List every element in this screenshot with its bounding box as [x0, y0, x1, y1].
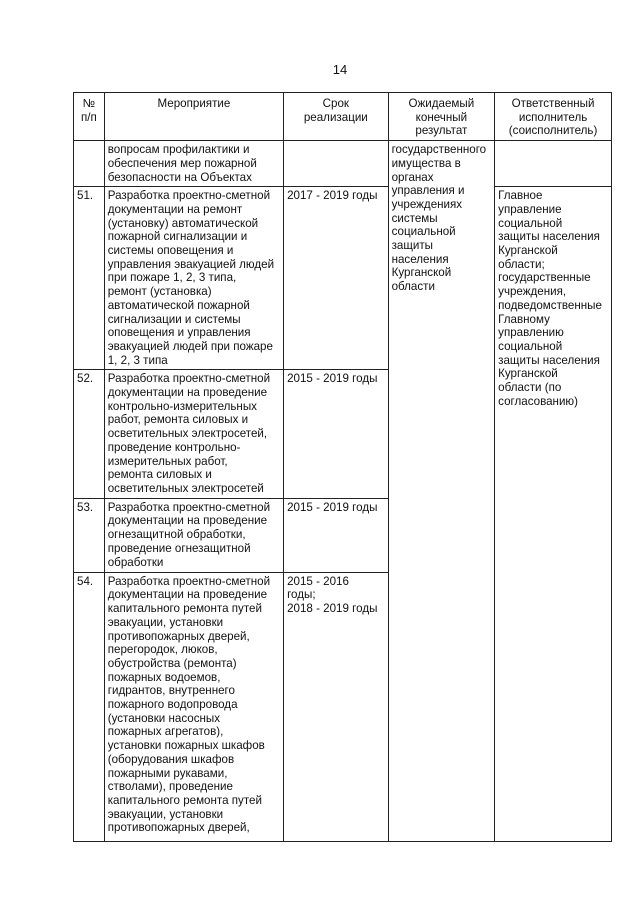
header-number: № п/п	[74, 93, 105, 141]
row-action: Разработка проектно-сметной документации на проведение контрольно-измерительных работ, ремонта силовых и осветительных электросетей, проведение контрольно- измерительных работ, ремонта силовых и осветительных электросетей	[104, 370, 283, 498]
row-number	[74, 141, 105, 187]
row-executor-empty	[495, 141, 612, 187]
table-row	[74, 141, 612, 187]
row-term: 2015 - 2019 годы	[284, 370, 389, 498]
header-term: Срок реализации	[284, 93, 389, 141]
page-number: 14	[332, 62, 348, 77]
table-header-row	[74, 93, 612, 141]
row-action: вопросам профилактики и обеспечения мер пожарной безопасности на Объектах	[104, 141, 283, 187]
row-executor: Главное управление социальной защиты населения Курганской области; государственные учреждения, подведомственные Главному управлению социальной защиты населения Курганской области (по согласованию)	[495, 187, 612, 841]
header-action: Мероприятие	[104, 93, 283, 141]
row-number: 54.	[74, 572, 105, 841]
row-result: государственного имущества в органах управления и учреждениях системы социальной защиты населения Курганской области	[388, 141, 495, 842]
row-number: 52.	[74, 370, 105, 498]
measures-table	[73, 92, 612, 842]
row-term: 2015 - 2016 годы; 2018 - 2019 годы	[284, 572, 389, 841]
row-term	[284, 141, 389, 187]
header-executor: Ответственный исполнитель (соисполнитель)	[495, 93, 612, 141]
row-term: 2015 - 2019 годы	[284, 498, 389, 572]
row-action: Разработка проектно-сметной документации на проведение капитального ремонта путей эвакуации, установки противопожарных дверей, перегородок, люков, обустройства (ремонта) пожарных водоемов, гидрантов, внутреннего пожарного водопровода (установки насосных пожарных агрегатов), установки пожарных шкафов (оборудования шкафов пожарными рукавами, стволами), проведение капитального ремонта путей эвакуации, установки противопожарных дверей,	[104, 572, 283, 841]
row-action: Разработка проектно-сметной документации на ремонт (установку) автоматической пожарной сигнализации и системы оповещения и управления эвакуацией людей при пожаре 1, 2, 3 типа, ремонт (установка) автоматической пожарной сигнализации и системы оповещения и управления эвакуацией людей при пожаре 1, 2, 3 типа	[104, 187, 283, 370]
row-number: 51.	[74, 187, 105, 370]
row-number: 53.	[74, 498, 105, 572]
header-result: Ожидаемый конечный результат	[388, 93, 495, 141]
row-action: Разработка проектно-сметной документации на проведение огнезащитной обработки, проведение огнезащитной обработки	[104, 498, 283, 572]
table-row	[74, 187, 612, 370]
row-term: 2017 - 2019 годы	[284, 187, 389, 370]
